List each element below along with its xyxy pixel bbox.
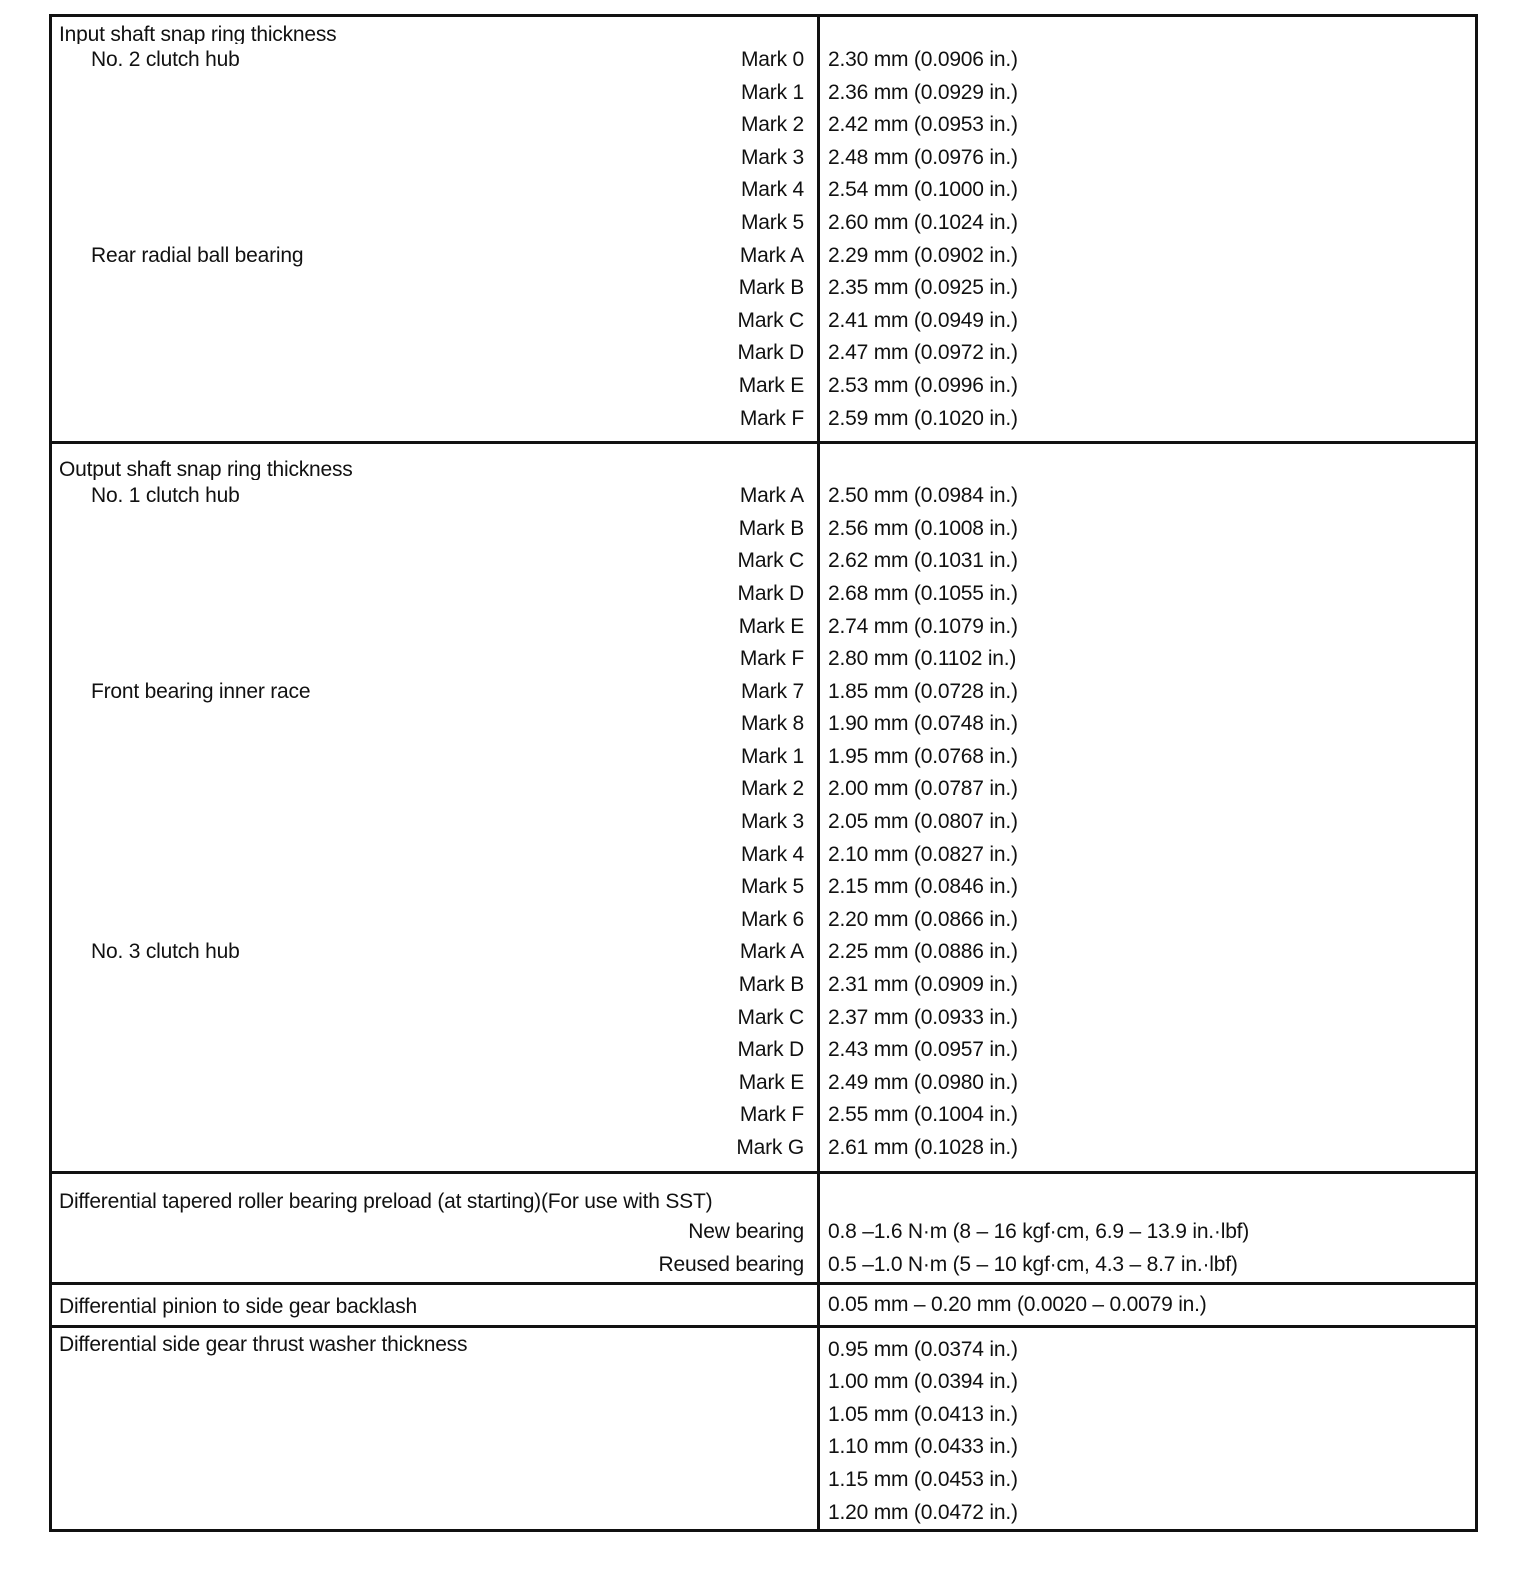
- value-cell: 2.60 mm (0.1024 in.): [828, 210, 1018, 234]
- reused-bearing-label: Reused bearing: [658, 1252, 804, 1276]
- washer-thickness-value: 0.95 mm (0.0374 in.): [828, 1337, 1018, 1361]
- value-cell: 2.61 mm (0.1028 in.): [828, 1136, 1018, 1159]
- mark-label: Mark 3: [741, 145, 804, 169]
- washer-thickness-value: 1.05 mm (0.0413 in.): [828, 1402, 1018, 1426]
- value-cell: 2.20 mm (0.0866 in.): [828, 907, 1018, 931]
- mark-label: Mark 4: [741, 842, 804, 866]
- washer-thickness-value: 1.10 mm (0.0433 in.): [828, 1435, 1018, 1459]
- value-cell: 2.36 mm (0.0929 in.): [828, 80, 1018, 104]
- mark-label: Mark 0: [741, 48, 804, 71]
- mark-label: Mark B: [738, 276, 804, 300]
- section-heading: Input shaft snap ring thickness: [59, 23, 337, 44]
- mark-label: Mark E: [738, 1070, 804, 1094]
- value-cell: 2.80 mm (0.1102 in.): [828, 647, 1017, 671]
- value-cell: 2.15 mm (0.0846 in.): [828, 875, 1018, 899]
- washer-thickness-value: 1.20 mm (0.0472 in.): [828, 1500, 1018, 1524]
- value-cell: 2.31 mm (0.0909 in.): [828, 973, 1018, 997]
- value-cell: 1.95 mm (0.0768 in.): [828, 744, 1018, 768]
- section-differential-backlash: [51, 1283, 1477, 1326]
- mark-label: Mark E: [738, 614, 804, 638]
- mark-label: Mark 7: [741, 679, 804, 703]
- value-cell: 2.29 mm (0.0902 in.): [828, 243, 1018, 267]
- reused-bearing-preload-value: 0.5 –1.0 N·m (5 – 10 kgf·cm, 4.3 – 8.7 in.·lbf): [828, 1252, 1238, 1276]
- group-label-no2-clutch-hub: No. 2 clutch hub: [91, 48, 240, 71]
- section-input-shaft-snap-ring: [51, 16, 1477, 443]
- section-thrust-washer-thickness: [51, 1326, 1477, 1531]
- value-cell: 2.49 mm (0.0980 in.): [828, 1070, 1018, 1094]
- value-cell: 2.25 mm (0.0886 in.): [828, 940, 1018, 964]
- mark-label: Mark 6: [741, 907, 804, 931]
- mark-label: Mark A: [739, 243, 804, 267]
- new-bearing-preload-value: 0.8 –1.6 N·m (8 – 16 kgf·cm, 6.9 – 13.9 in.·lbf): [828, 1219, 1250, 1243]
- value-cell: 2.35 mm (0.0925 in.): [828, 276, 1018, 300]
- value-cell: 1.85 mm (0.0728 in.): [828, 679, 1018, 703]
- mark-label: Mark 2: [741, 777, 804, 801]
- group-label-rear-radial-ball-bearing: Rear radial ball bearing: [91, 243, 304, 267]
- mark-label: Mark D: [737, 1038, 804, 1062]
- mark-label: Mark 8: [741, 712, 804, 736]
- value-cell: 2.62 mm (0.1031 in.): [828, 549, 1018, 573]
- mark-label: Mark G: [736, 1136, 804, 1159]
- value-cell: 2.41 mm (0.0949 in.): [828, 308, 1018, 332]
- section-heading: Differential pinion to side gear backlash: [59, 1294, 417, 1318]
- value-cell: 2.42 mm (0.0953 in.): [828, 113, 1018, 137]
- section-heading: Output shaft snap ring thickness: [59, 458, 353, 481]
- washer-thickness-value: 1.00 mm (0.0394 in.): [828, 1370, 1018, 1394]
- section-heading: Differential tapered roller bearing preload (at starting)(For use with SST): [59, 1189, 713, 1213]
- group-label-front-bearing-inner-race: Front bearing inner race: [91, 679, 311, 703]
- value-cell: 2.48 mm (0.0976 in.): [828, 145, 1018, 169]
- new-bearing-label: New bearing: [688, 1219, 804, 1243]
- mark-label: Mark 1: [741, 744, 804, 768]
- value-cell: 2.00 mm (0.0787 in.): [828, 777, 1018, 801]
- mark-label: Mark C: [737, 549, 804, 573]
- backlash-value: 0.05 mm – 0.20 mm (0.0020 – 0.0079 in.): [828, 1292, 1207, 1316]
- mark-label: Mark C: [737, 1005, 804, 1029]
- mark-label: Mark 2: [741, 113, 804, 137]
- value-cell: 2.55 mm (0.1004 in.): [828, 1103, 1018, 1127]
- value-cell: 2.59 mm (0.1020 in.): [828, 406, 1018, 430]
- mark-label: Mark D: [737, 341, 804, 365]
- group-label-no1-clutch-hub: No. 1 clutch hub: [91, 484, 240, 508]
- value-cell: 1.90 mm (0.0748 in.): [828, 712, 1018, 736]
- value-cell: 2.43 mm (0.0957 in.): [828, 1038, 1018, 1062]
- mark-label: Mark 5: [741, 875, 804, 899]
- mark-label: Mark C: [737, 308, 804, 332]
- value-cell: 2.37 mm (0.0933 in.): [828, 1005, 1018, 1029]
- mark-label: Mark F: [739, 1103, 804, 1127]
- mark-label: Mark B: [738, 973, 804, 997]
- value-cell: 2.54 mm (0.1000 in.): [828, 178, 1018, 202]
- mark-label: Mark 5: [741, 210, 804, 234]
- mark-label: Mark D: [737, 581, 804, 605]
- group-label-no3-clutch-hub: No. 3 clutch hub: [91, 940, 240, 964]
- value-cell: 2.56 mm (0.1008 in.): [828, 516, 1018, 540]
- value-cell: 2.47 mm (0.0972 in.): [828, 341, 1018, 365]
- mark-label: Mark 4: [741, 178, 804, 202]
- mark-label: Mark E: [738, 373, 804, 397]
- value-cell: 2.74 mm (0.1079 in.): [828, 614, 1018, 638]
- service-spec-table: [49, 14, 1478, 1532]
- mark-label: Mark 1: [741, 80, 804, 104]
- mark-label: Mark 3: [741, 810, 804, 834]
- value-cell: 2.30 mm (0.0906 in.): [828, 48, 1018, 71]
- washer-thickness-value: 1.15 mm (0.0453 in.): [828, 1467, 1018, 1491]
- mark-label: Mark F: [739, 647, 804, 671]
- section-differential-bearing-preload: [51, 1172, 1477, 1283]
- value-cell: 2.68 mm (0.1055 in.): [828, 581, 1018, 605]
- value-cell: 2.53 mm (0.0996 in.): [828, 373, 1018, 397]
- value-cell: 2.50 mm (0.0984 in.): [828, 484, 1018, 508]
- mark-label: Mark A: [739, 940, 804, 964]
- value-cell: 2.10 mm (0.0827 in.): [828, 842, 1018, 866]
- section-output-shaft-snap-ring: [51, 443, 1477, 1172]
- mark-label: Mark A: [739, 484, 804, 508]
- mark-label: Mark F: [739, 406, 804, 430]
- section-heading: Differential side gear thrust washer thickness: [59, 1332, 468, 1356]
- mark-label: Mark B: [738, 516, 804, 540]
- value-cell: 2.05 mm (0.0807 in.): [828, 810, 1018, 834]
